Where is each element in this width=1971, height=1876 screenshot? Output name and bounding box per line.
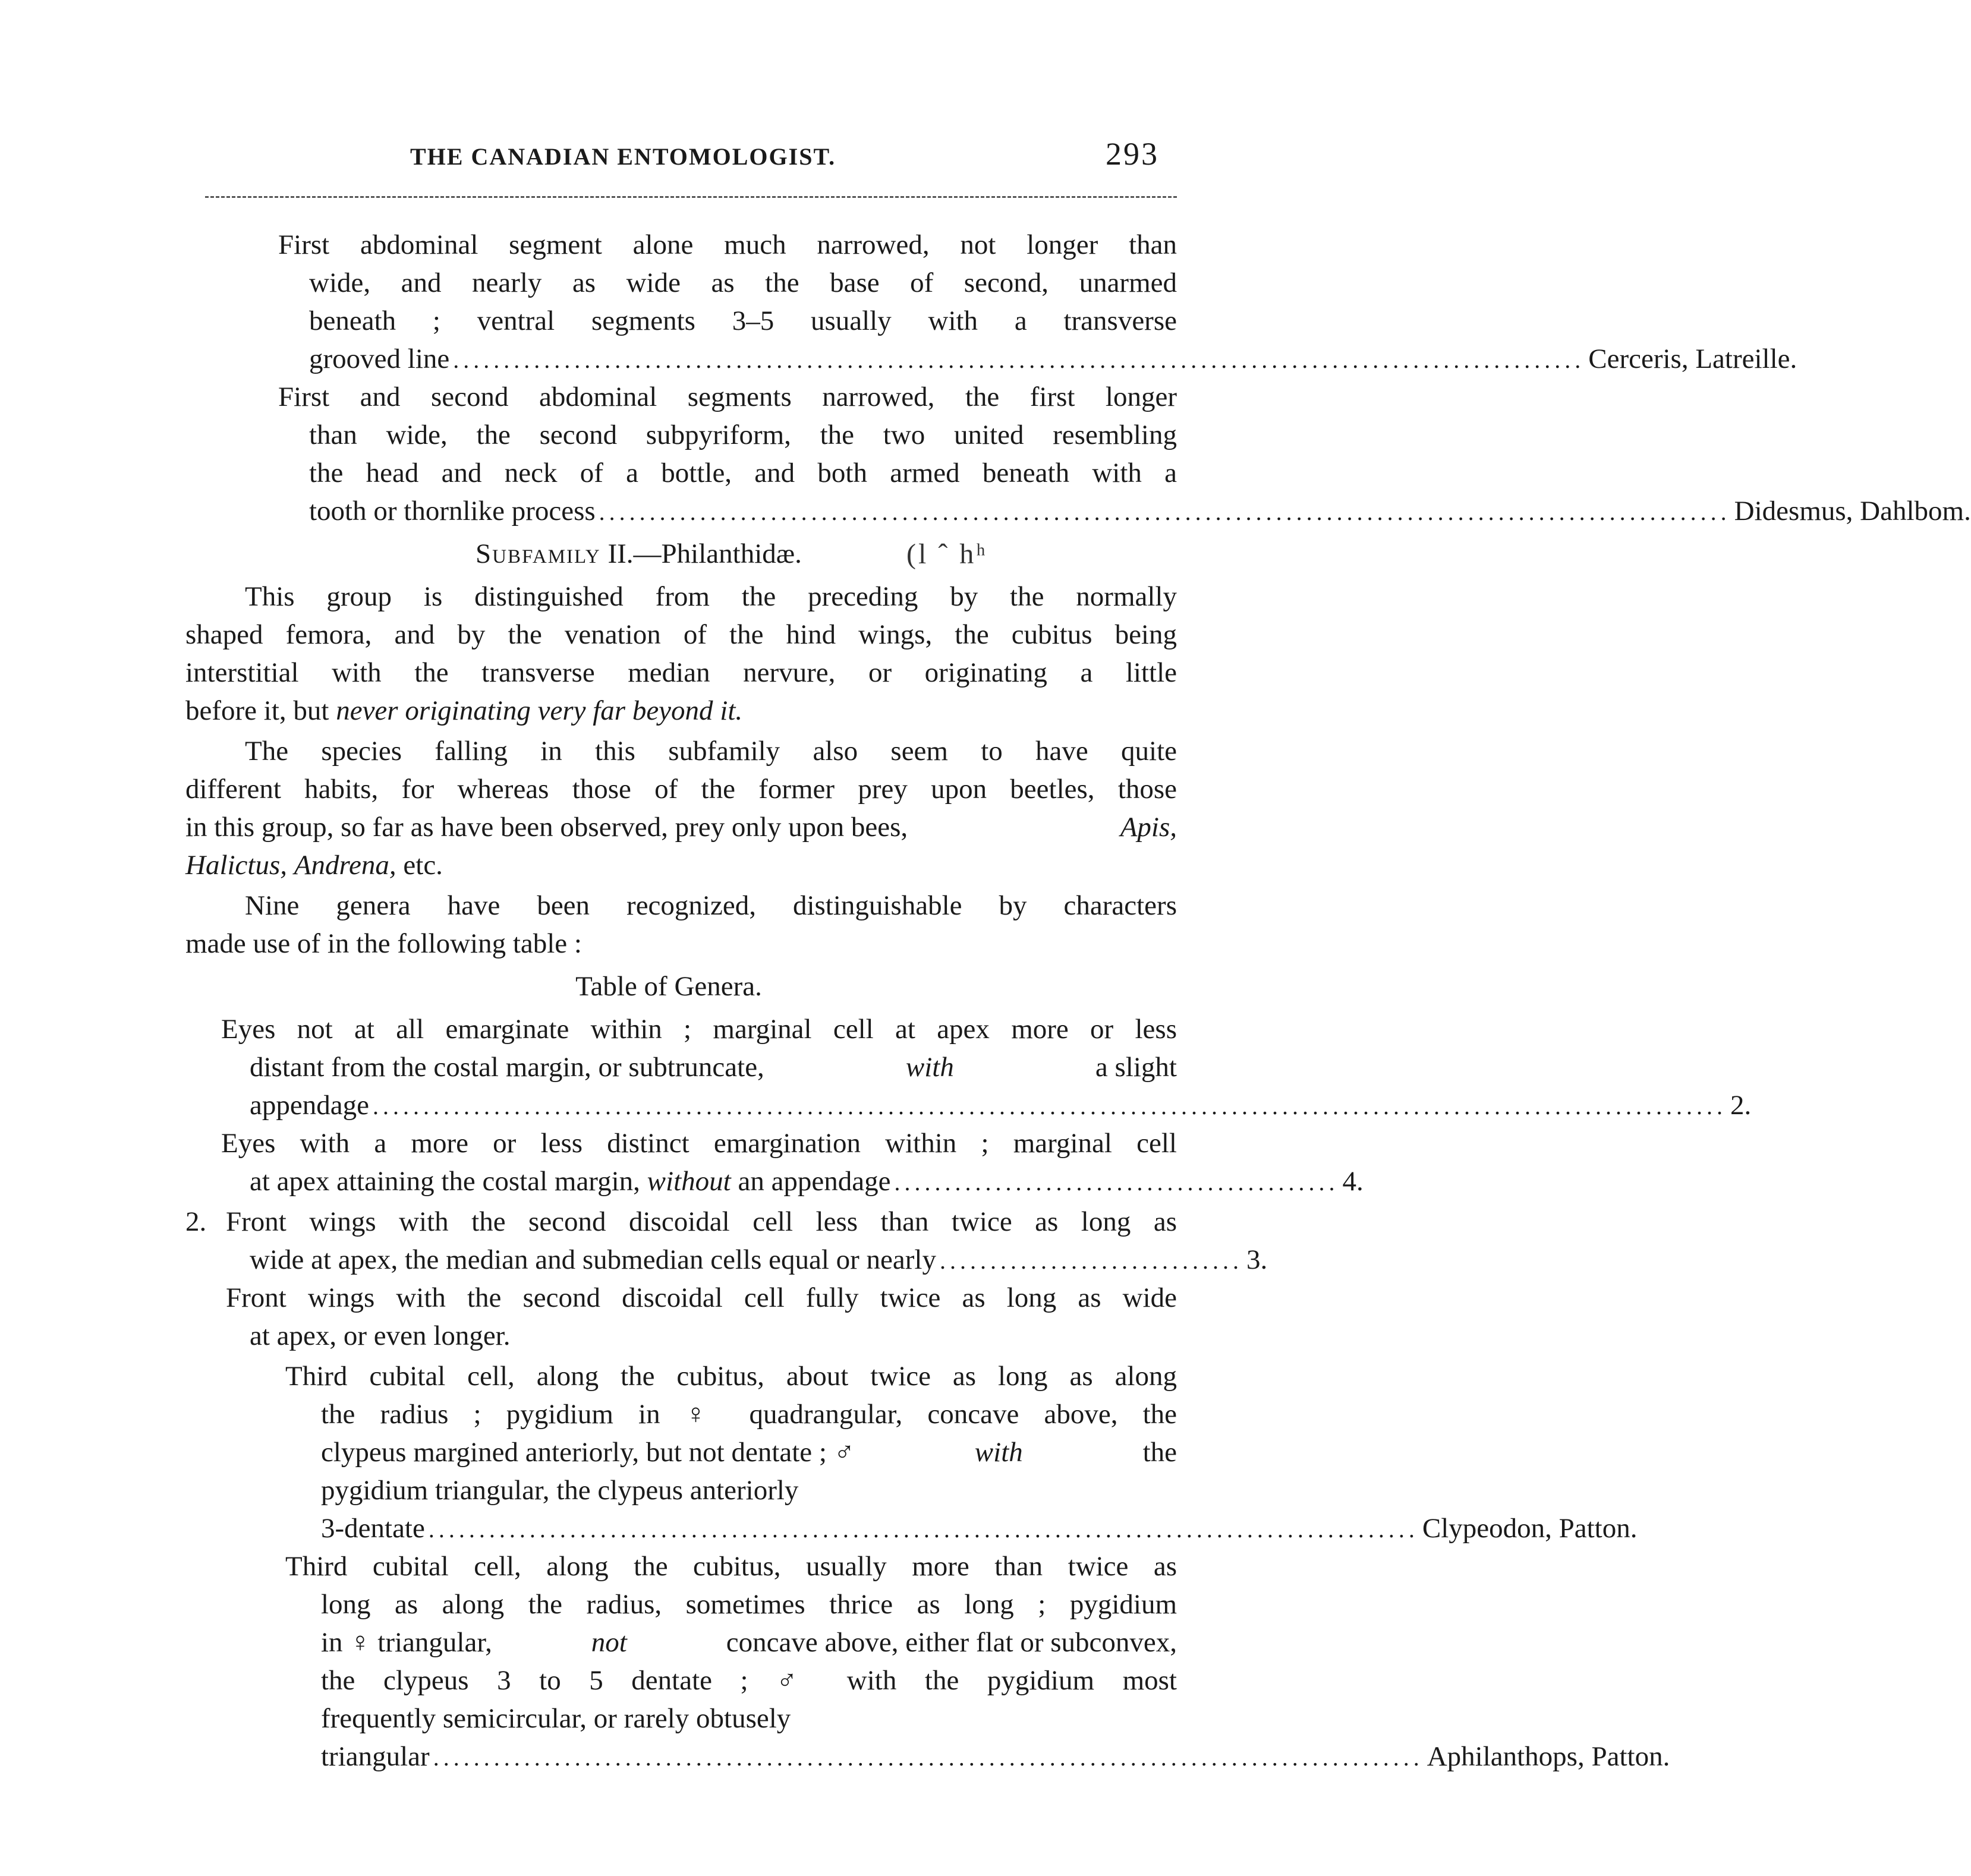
table-entry-1-line-2 [250,1048,1177,1086]
sub-entry-1-line-2: the radius ; pygidium in ♀ quadrangular, concave above, the [321,1399,1177,1430]
handwritten-annotation: (l ˆ hʰ [906,538,988,570]
sub-entry-2-emphasis: not [591,1627,627,1658]
sub-entry-1-leader-text: 3-dentate [321,1513,425,1544]
sub-entry-2-line-1: Third cubital cell, along the cubitus, usually more than twice as [285,1551,1177,1582]
paragraph-1-line-4 [185,692,742,730]
table-title: Table of Genera. [575,971,762,1002]
paragraph-2-line-1: The species falling in this subfamily also seem to have quite [245,736,1177,767]
table-entry-1-end: a slight [1095,1052,1177,1083]
table-entry-2-text-end: an appendage [738,1166,891,1197]
header-rule [205,196,1177,198]
paragraph-3-line-1: Nine genera have been recognized, distinguishable by characters [245,890,1177,921]
key-entry-1-line-1: First abdominal segment alone much narrowed, not longer than [278,229,1177,260]
dot-leader: .................................................................................................. [428,1516,1419,1543]
key-entry-2-line-2: than wide, the second subpyriform, the two united resembling [309,420,1177,450]
paragraph-1-emphasis: never originating very far beyond it. [336,695,743,726]
sub-entry-1-text: clypeus margined anteriorly, but not dentate ; ♂ [321,1437,855,1468]
sub-entry-1-line-1: Third cubital cell, along the cubitus, about twice as long as along [285,1361,1177,1392]
sub-entry-1-line-4: pygidium triangular, the clypeus anteriorly [321,1475,799,1506]
table-entry-1-leader [250,1086,1752,1124]
key-entry-2-leader [309,492,1971,530]
paragraph-2-etc: etc. [403,850,443,881]
paragraph-1-line-3: interstitial with the transverse median nervure, or originating a little [185,657,1177,688]
genus-halictus: Halictus, [185,850,288,881]
genus-apis: Apis, [1120,812,1177,843]
sub-entry-1-end: the [1142,1437,1177,1468]
sub-entry-2-text: in ♀ triangular, [321,1627,492,1658]
sub-entry-1-line-3 [321,1433,1177,1471]
table-entry-1-text: distant from the costal margin, or subtruncate, [250,1052,764,1083]
table-entry-3-number: 2. [185,1206,207,1237]
dot-leader: .............................. [940,1247,1243,1274]
key-entry-2-line-3: the head and neck of a bottle, and both armed beneath with a [309,458,1177,488]
table-entry-3-leader [250,1241,1268,1279]
sub-entry-2-line-2: long as along the radius, sometimes thrice as long ; pygidium [321,1589,1177,1620]
key-entry-1-leader-text: grooved line [309,343,450,374]
table-entry-1-line-1: Eyes not at all emarginate within ; marginal cell at apex more or less [221,1014,1177,1045]
sub-entry-2-end: concave above, either flat or subconvex, [726,1627,1177,1658]
sub-entry-2-line-5: frequently semicircular, or rarely obtusely [321,1703,791,1734]
dot-leader: .................................................................................................. [433,1744,1424,1771]
key-entry-2-line-1: First and second abdominal segments narrowed, the first longer [278,381,1177,412]
paragraph-2-text: in this group, so far as have been observed, prey only upon bees, [185,812,908,843]
table-entry-3-ref: 3. [1246,1244,1268,1275]
sub-entry-2-line-3 [321,1623,1177,1661]
table-entry-2-text: at apex attaining the costal margin, [250,1166,640,1197]
genus-didesmus: Didesmus, Dahlbom. [1734,496,1971,526]
sub-entry-1-leader [321,1509,1638,1547]
sub-entry-2-line-4: the clypeus 3 to 5 dentate ; ♂ with the pygidium most [321,1665,1177,1696]
paragraph-2-line-3 [185,808,1177,846]
subfamily-name: II.—Philanthidæ. [607,538,802,569]
key-entry-1-leader [309,340,1797,378]
sub-entry-1-emphasis: with [974,1437,1023,1468]
table-entry-4-line-2: at apex, or even longer. [250,1320,511,1351]
running-header: THE CANADIAN ENTOMOLOGIST. [410,143,836,170]
paragraph-2-line-2: different habits, for whereas those of the former prey upon beetles, those [185,774,1177,805]
dot-leader: ...................................................................................................................................... [372,1093,1727,1120]
table-entry-2-leader-text [250,1162,891,1200]
dot-leader: ................................................................................................................ [453,346,1585,373]
paragraph-2-line-4 [185,846,443,884]
dot-leader: ............................................ [894,1169,1339,1196]
genus-clypeodon: Clypeodon, Patton. [1422,1513,1638,1544]
table-entry-2-ref: 4. [1342,1166,1364,1197]
genus-andrena: Andrena, [294,850,396,881]
key-entry-1-line-2: wide, and nearly as wide as the base of second, unarmed [309,267,1177,298]
table-entry-2-line-1: Eyes with a more or less distinct emargination within ; marginal cell [221,1128,1177,1159]
paragraph-3-line-2: made use of in the following table : [185,928,582,959]
paragraph-1-text: before it, but [185,695,329,726]
genus-cerceris: Cerceris, Latreille. [1588,343,1797,374]
table-entry-4-line-1: Front wings with the second discoidal cell fully twice as long as wide [226,1282,1177,1313]
paragraph-1-line-2: shaped femora, and by the venation of the hind wings, the cubitus being [185,619,1177,650]
table-entry-2-leader [250,1162,1364,1200]
table-entry-1-leader-text: appendage [250,1090,369,1121]
table-entry-3-line-1: Front wings with the second discoidal cell less than twice as long as [226,1206,1177,1237]
table-entry-3-leader-text: wide at apex, the median and submedian cells equal or nearly [250,1244,936,1275]
sub-entry-2-leader [321,1738,1670,1776]
subfamily-prefix: Subfamily [476,538,601,569]
sub-entry-2-leader-text: triangular [321,1741,430,1772]
table-entry-1-ref: 2. [1730,1090,1752,1121]
table-entry-2-emphasis: without [647,1166,731,1197]
paragraph-1-line-1: This group is distinguished from the preceding by the normally [245,581,1177,612]
subfamily-heading [476,535,802,573]
dot-leader: ................................................................................................................ [599,499,1731,525]
page-number: 293 [1106,136,1159,172]
table-entry-1-emphasis: with [905,1052,954,1083]
genus-aphilanthops: Aphilanthops, Patton. [1427,1741,1670,1772]
key-entry-1-line-3: beneath ; ventral segments 3–5 usually with a transverse [309,305,1177,336]
key-entry-2-leader-text: tooth or thornlike process [309,496,596,526]
